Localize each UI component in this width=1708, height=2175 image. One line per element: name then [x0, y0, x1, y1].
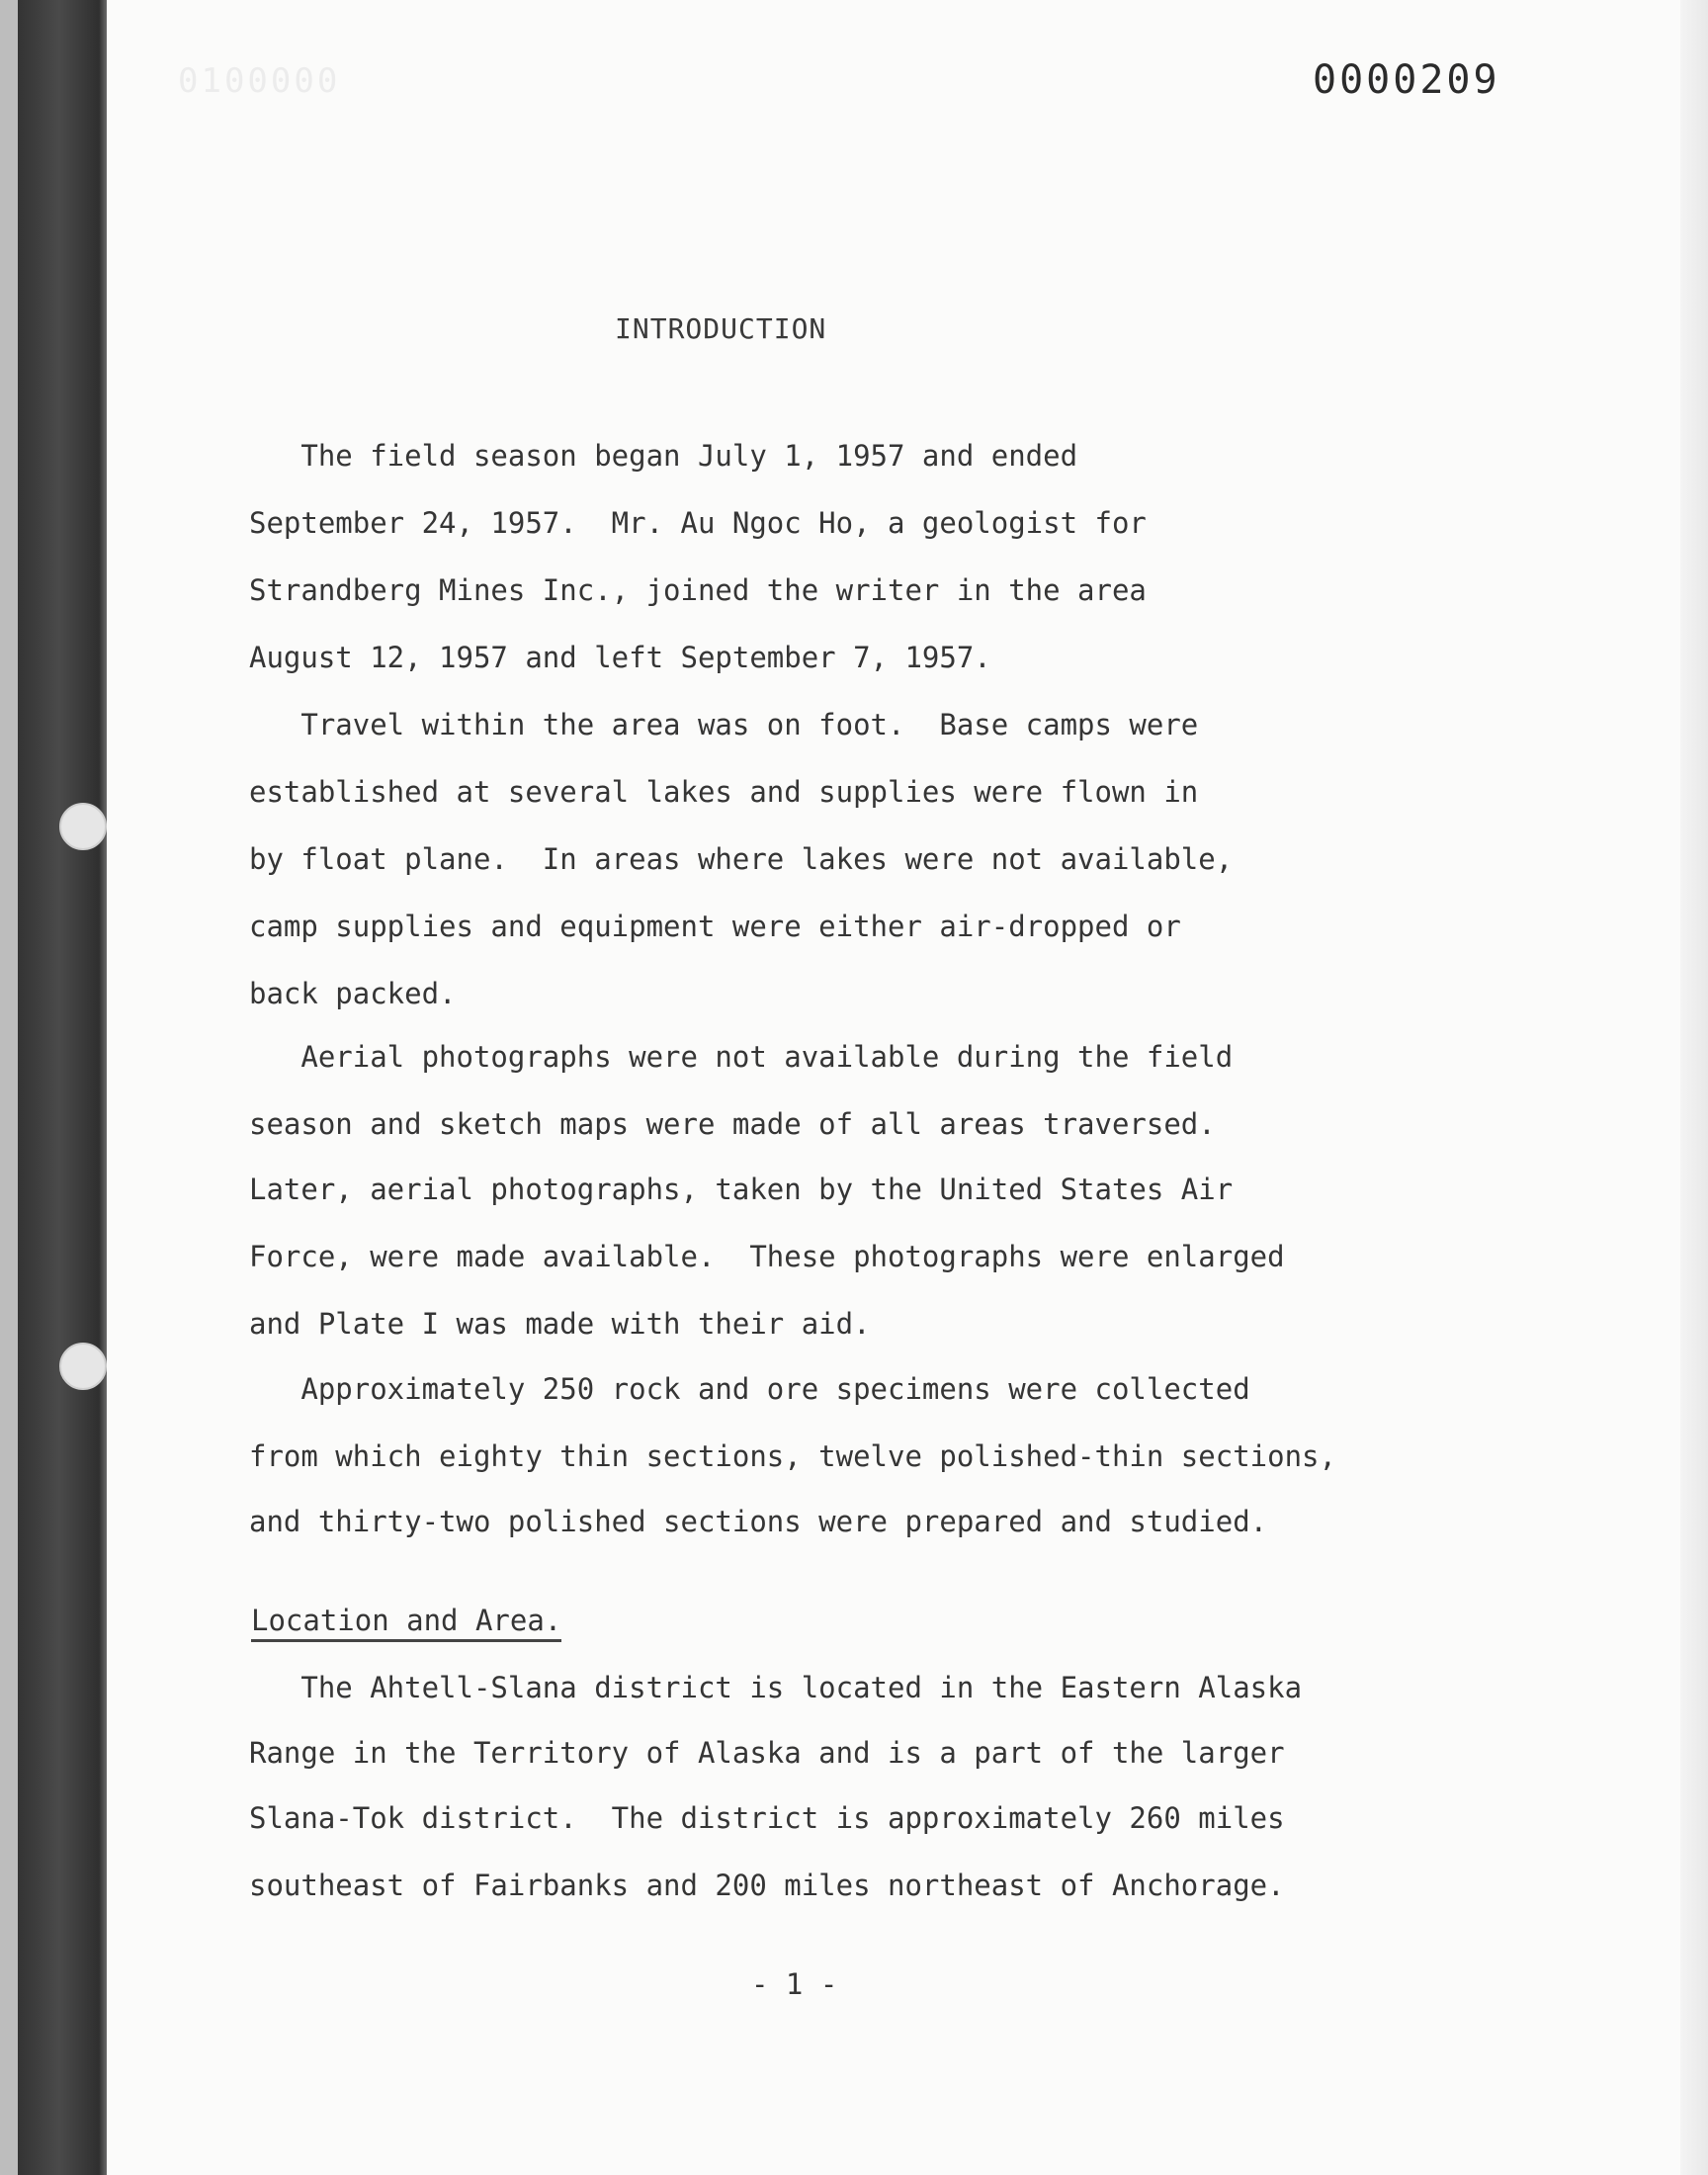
binding-strip: [0, 0, 107, 2175]
paragraph-3-line-5: and Plate I was made with their aid.: [249, 1307, 871, 1341]
location-line-3: Slana-Tok district. The district is approximately 260 miles: [249, 1801, 1285, 1835]
paragraph-2-line-2: established at several lakes and supplies were flown in: [249, 775, 1199, 809]
paragraph-4-line-1: Approximately 250 rock and ore specimens were collected: [249, 1372, 1250, 1406]
page-title: INTRODUCTION: [615, 312, 827, 345]
location-line-4: southeast of Fairbanks and 200 miles northeast of Anchorage.: [249, 1869, 1285, 1902]
paragraph-1-line-4: August 12, 1957 and left September 7, 1957.: [249, 641, 991, 674]
paragraph-1-line-2: September 24, 1957. Mr. Au Ngoc Ho, a geologist for: [249, 506, 1147, 540]
paragraph-3-line-1: Aerial photographs were not available during the field: [249, 1040, 1234, 1074]
punch-hole-bottom: [59, 1343, 107, 1390]
section-heading: Location and Area.: [251, 1604, 561, 1642]
paragraph-1-line-3: Strandberg Mines Inc., joined the writer in the area: [249, 573, 1147, 607]
paragraph-2-line-4: camp supplies and equipment were either air-dropped or: [249, 910, 1181, 943]
document-number: 0000209: [1313, 57, 1500, 103]
paragraph-3-line-2: season and sketch maps were made of all areas traversed.: [249, 1107, 1216, 1141]
punch-hole-top: [59, 803, 107, 850]
paragraph-2-line-1: Travel within the area was on foot. Base camps were: [249, 708, 1199, 741]
paragraph-4-line-3: and thirty-two polished sections were prepared and studied.: [249, 1505, 1268, 1538]
paragraph-2-line-3: by float plane. In areas where lakes were not available,: [249, 842, 1234, 876]
paragraph-2-line-5: back packed.: [249, 977, 457, 1010]
page-number: - 1 -: [751, 1967, 838, 2001]
location-line-1: The Ahtell-Slana district is located in the Eastern Alaska: [249, 1671, 1303, 1704]
paragraph-3-line-3: Later, aerial photographs, taken by the United States Air: [249, 1173, 1234, 1206]
page-edge: [1680, 0, 1708, 2175]
paragraph-4-line-2: from which eighty thin sections, twelve polished-thin sections,: [249, 1439, 1336, 1473]
location-line-2: Range in the Territory of Alaska and is a part of the larger: [249, 1736, 1285, 1770]
paragraph-3-line-4: Force, were made available. These photographs were enlarged: [249, 1240, 1285, 1273]
faint-stamp-number: 0100000: [178, 61, 341, 101]
paragraph-1-line-1: The field season began July 1, 1957 and ended: [249, 439, 1078, 473]
